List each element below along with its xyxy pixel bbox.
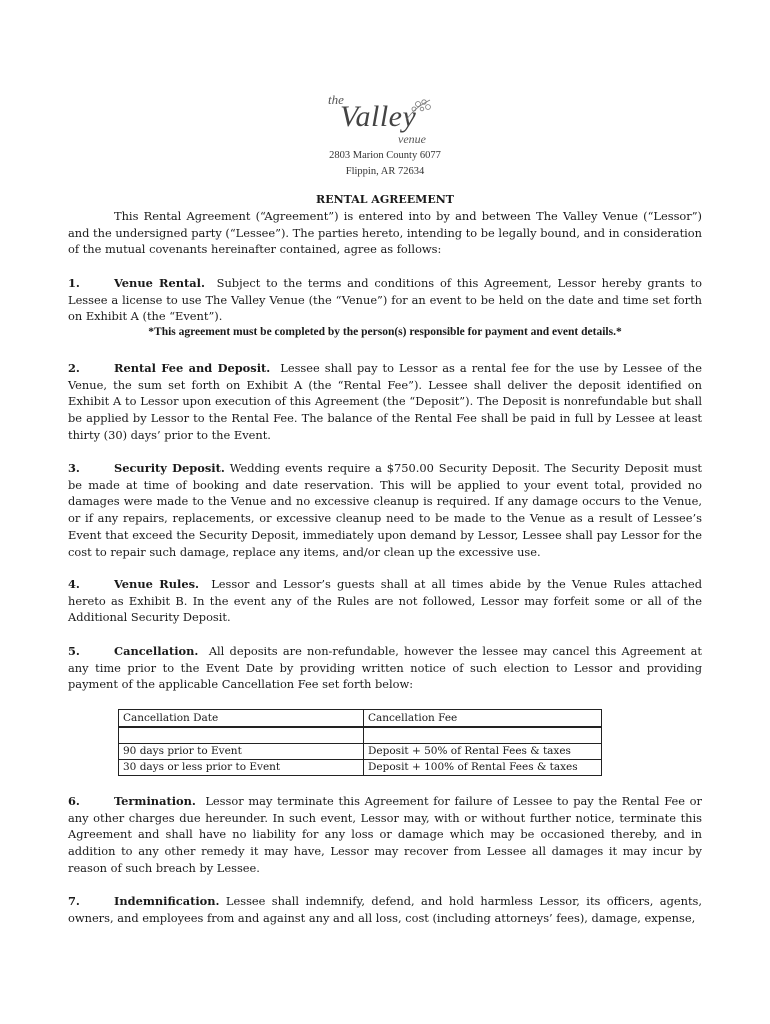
section-number: 6.: [68, 794, 80, 808]
cell-date: 90 days prior to Event: [119, 744, 364, 760]
completion-notice: *This agreement must be completed by the person(s) responsible for payment and event details.*: [148, 326, 622, 338]
address-line-1: 2803 Marion County 6077: [329, 150, 441, 161]
section-text: Lessor and Lessor’s guests shall at all times abide by the Venue Rules attached hereto as Exhibit B. In the event any of the Rules are not followed, Lessor may forfeit some or all of the Additional Security Deposit.: [68, 577, 702, 625]
table-header-row: [119, 710, 602, 728]
section-text: Lessee shall pay to Lessor as a rental fee for the use by Lessee of the Venue, the sum set forth on Exhibit A (the “Rental Fee”). Lessee shall deliver the deposit identified on Exhibit A to Lessor upon execution of this Agreement (the “Deposit”). The Deposit is nonrefundable but shall be applied by Lessor to the Rental Fee. The balance of the Rental Fee shall be paid in full by Lessee at least thirty (30) days’ prior to the Event.: [68, 361, 702, 442]
section-number: 4.: [68, 577, 80, 591]
section-number: 7.: [68, 894, 80, 908]
section-heading: Security Deposit.: [114, 461, 225, 475]
section-heading: Venue Rental.: [114, 276, 205, 290]
section-4: [68, 576, 702, 626]
section-heading: Termination.: [114, 794, 196, 808]
logo-venue: venue: [398, 132, 426, 146]
section-heading: Rental Fee and Deposit.: [114, 361, 271, 375]
section-number: 2.: [68, 361, 80, 375]
intro-paragraph: This Rental Agreement (“Agreement”) is entered into by and between The Valley Venue (“Lessor”) and the undersigned party (“Lessee”). The parties hereto, intending to be legally bound, and in consideration of the mutual covenants hereinafter contained, agree as follows:: [68, 209, 702, 257]
cell-date: 30 days or less prior to Event: [119, 760, 364, 776]
section-number: 1.: [68, 276, 80, 290]
section-6: [68, 793, 702, 877]
table-row-empty: [119, 727, 602, 744]
section-heading: Indemnification.: [114, 894, 220, 908]
section-text: Wedding events require a $750.00 Security Deposit. The Security Deposit must be made at time of booking and date reservation. This will be applied to your event total, provided no damages were made to the Venue and no excessive cleanup is required. If any damage occurs to the Venue, or if any repairs, replacements, or excessive cleanup need to be made to the Venue as a result of Lessee’s Event that exceed the Security Deposit, immediately upon demand by Lessor, Lessee shall pay Lessor for the cost to repair such damage, replace any items, and/or clean up the excessive use.: [68, 461, 702, 559]
section-2: [68, 360, 702, 444]
cancellation-fee-table: [118, 709, 602, 776]
cell-fee: Deposit + 100% of Rental Fees & taxes: [364, 760, 602, 776]
logo-the: the: [328, 92, 344, 107]
section-3: [68, 460, 702, 560]
table-row: [119, 760, 602, 776]
logo-valley: Valley: [340, 100, 417, 133]
section-5: [68, 643, 702, 693]
section-text: Subject to the terms and conditions of this Agreement, Lessor hereby grants to Lessee a license to use The Valley Venue (the “Venue”) for an event to be held on the date and time set forth on Exhibit A (the “Event”).: [68, 276, 702, 324]
document-title: RENTAL AGREEMENT: [316, 193, 454, 206]
header-cancellation-date: Cancellation Date: [119, 710, 364, 728]
section-text: Lessee shall indemnify, defend, and hold harmless Lessor, its officers, agents, owners, and employees from and against any and all loss, cost (including attorneys’ fees), damage, expense,: [68, 894, 702, 925]
address-line-2: Flippin, AR 72634: [345, 166, 425, 177]
section-heading: Cancellation.: [114, 644, 199, 658]
cell-fee: Deposit + 50% of Rental Fees & taxes: [364, 744, 602, 760]
section-heading: Venue Rules.: [114, 577, 199, 591]
section-text: Lessor may terminate this Agreement for failure of Lessee to pay the Rental Fee or any other charges due hereunder. In such event, Lessor may, with or without further notice, terminate this Agreement and shall have no liability for any loss or damage which may be occasioned thereby, and in addition to any other remedy it may have, Lessor may recover from Lessee all damages it may incur by reason of such breach by Lessee.: [68, 794, 702, 875]
flower-sprig-icon: [404, 96, 434, 122]
section-number: 3.: [68, 461, 80, 475]
table-row: [119, 744, 602, 760]
header-cancellation-fee: Cancellation Fee: [364, 710, 602, 728]
valley-venue-logo: [318, 92, 448, 154]
section-number: 5.: [68, 644, 80, 658]
section-text: All deposits are non-refundable, however the lessee may cancel this Agreement at any time prior to the Event Date by providing written notice of such election to Lessor and providing payment of the applicable Cancellation Fee set forth below:: [68, 644, 702, 692]
section-7: [68, 893, 702, 926]
section-1: [68, 275, 702, 325]
